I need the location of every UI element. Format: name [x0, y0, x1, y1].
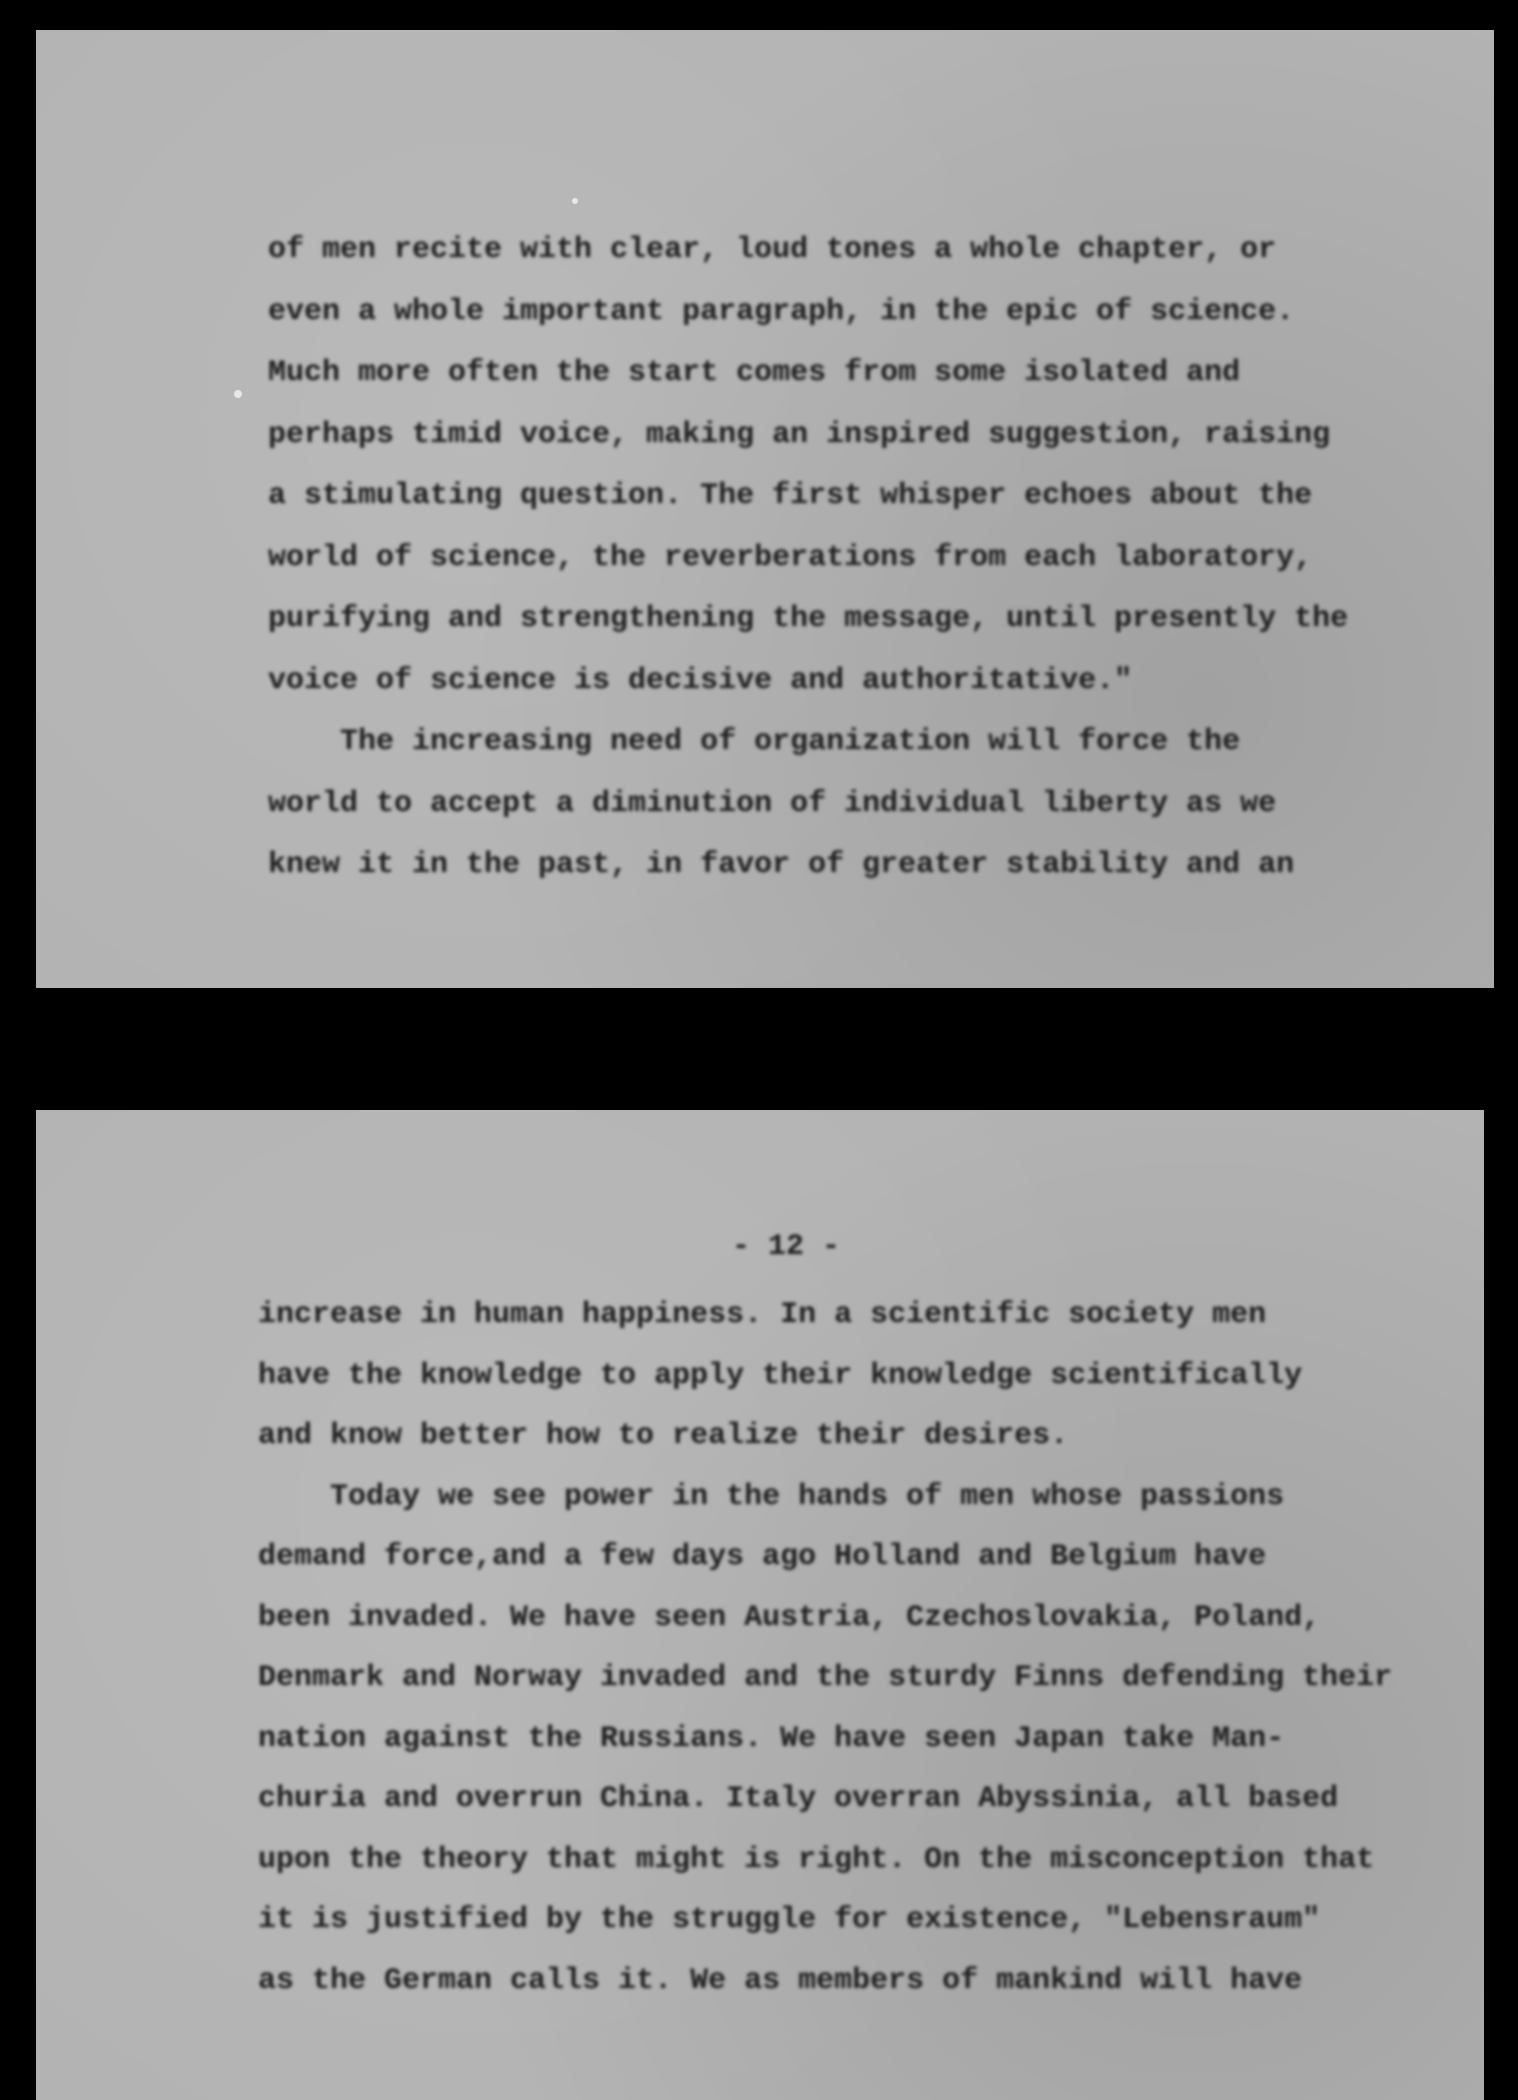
film-speck: [234, 390, 242, 398]
text-line: purifying and strengthening the message, until presently the: [268, 602, 1349, 636]
text-line: upon the theory that might is right. On the misconception that: [258, 1842, 1375, 1877]
text-line: it is justified by the struggle for existence, "Lebensraum": [258, 1903, 1321, 1937]
text-line: knew it in the past, in favor of greater stability and an: [268, 848, 1295, 882]
typed-text-block-upper: [268, 220, 1348, 897]
text-line: perhaps timid voice, making an inspired suggestion, raising: [268, 417, 1331, 452]
text-line: as the German calls it. We as members of mankind will have: [258, 1963, 1303, 1998]
text-line: of men recite with clear, loud tones a whole chapter, or: [268, 233, 1277, 267]
text-line: Today we see power in the hands of men whose passions: [258, 1479, 1285, 1514]
text-line: nation against the Russians. We have seen Japan take Man-: [258, 1721, 1285, 1756]
film-speck: [572, 198, 578, 204]
typed-text-block-lower: [258, 1285, 1392, 2011]
text-line: have the knowledge to apply their knowledge scientifically: [258, 1358, 1303, 1393]
microfilm-frame-upper: [36, 30, 1494, 988]
text-line: increase in human happiness. In a scientific society men: [258, 1298, 1267, 1332]
page-number: - 12 -: [731, 1230, 841, 1264]
text-line: been invaded. We have seen Austria, Czechoslovakia, Poland,: [258, 1600, 1321, 1635]
text-line: and know better how to realize their desires.: [258, 1419, 1069, 1453]
microfilm-frame-lower: [36, 1110, 1484, 2100]
text-line: Much more often the start comes from some isolated and: [268, 356, 1241, 390]
text-line: voice of science is decisive and authoritative.": [268, 663, 1133, 698]
text-line: demand force,and a few days ago Holland and Belgium have: [258, 1540, 1267, 1574]
text-line: world to accept a diminution of individual liberty as we: [268, 786, 1277, 821]
text-line: a stimulating question. The first whisper echoes about the: [268, 479, 1313, 513]
text-line: world of science, the reverberations from each laboratory,: [268, 540, 1313, 575]
text-line: The increasing need of organization will force the: [268, 725, 1241, 759]
text-line: Denmark and Norway invaded and the sturdy Finns defending their: [258, 1661, 1393, 1695]
text-line: churia and overrun China. Italy overran Abyssinia, all based: [258, 1782, 1339, 1816]
text-line: even a whole important paragraph, in the epic of science.: [268, 294, 1295, 329]
